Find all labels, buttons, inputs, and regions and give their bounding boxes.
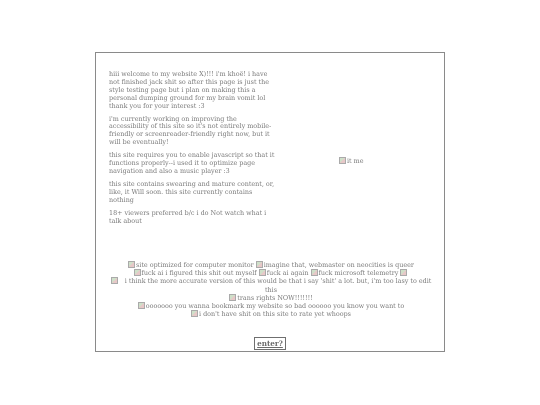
enter-button[interactable]: enter? bbox=[254, 337, 286, 350]
badge-row-3 bbox=[104, 277, 438, 293]
badge-blank[interactable] bbox=[400, 269, 408, 277]
badge-trans-rights[interactable]: trans rights NOW!!!!!!! bbox=[229, 294, 312, 302]
badge-row-6 bbox=[104, 310, 438, 318]
badge-row-5 bbox=[104, 302, 438, 310]
intro-paragraph-1: hiii welcome to my website X)!!! i'm khoë! i have not finished jack shit so after this page is just the style testing page but i plan on making this a personal dumping ground for my brain vomit lol thank you for your interest :3 bbox=[109, 70, 270, 110]
badge-shit-note: i think the more accurate version of this would be that i say 'shit' a lot. but, i'm too lasy to edit this bbox=[124, 277, 432, 294]
enter-area bbox=[96, 331, 444, 350]
avatar-image bbox=[339, 157, 364, 165]
splash-frame bbox=[95, 52, 445, 352]
badge-computer-monitor[interactable]: site optimized for computer monitor bbox=[128, 261, 254, 269]
intro-paragraph-3: this site requires you to enable javascript so that it functions properly--i used it to optimize page navigation and also a music player :3 bbox=[109, 151, 275, 175]
intro-paragraph-2: i'm currently working on improving the accessibility of this site so it's not entirely mobile-friendly or screenreader-friendly right now, but it will be eventually! bbox=[109, 114, 272, 147]
intro-paragraph-5: 18+ viewers preferred b/c i do Not watch what i talk about bbox=[109, 208, 267, 225]
badge-fuck-ai-again[interactable]: fuck ai again bbox=[259, 269, 309, 277]
badge-row-2 bbox=[104, 269, 438, 277]
intro-paragraph-4: this site contains swearing and mature content, or, like, it Will soon. this site currently contains nothing bbox=[109, 179, 275, 204]
avatar-image-alt: it me bbox=[339, 157, 364, 165]
badge-bookmark[interactable]: ooooooo you wanna bookmark my website so bad oooooo you know you want to bbox=[138, 302, 404, 310]
badge-queer-webmaster[interactable]: imagine that, webmaster on neocities is queer bbox=[256, 261, 414, 269]
badge-row-1 bbox=[104, 261, 438, 269]
badge-blank-2[interactable] bbox=[111, 277, 119, 285]
badge-fuck-ai[interactable]: fuck ai i figured this shit out myself bbox=[134, 269, 257, 277]
badge-microsoft-telemetry[interactable]: fuck microsoft telemetry bbox=[311, 269, 399, 277]
badge-area bbox=[104, 261, 438, 318]
intro-text bbox=[109, 71, 277, 230]
badge-rate[interactable]: i don't have shit on this site to rate yet whoops bbox=[191, 310, 351, 318]
badge-row-4 bbox=[104, 294, 438, 302]
